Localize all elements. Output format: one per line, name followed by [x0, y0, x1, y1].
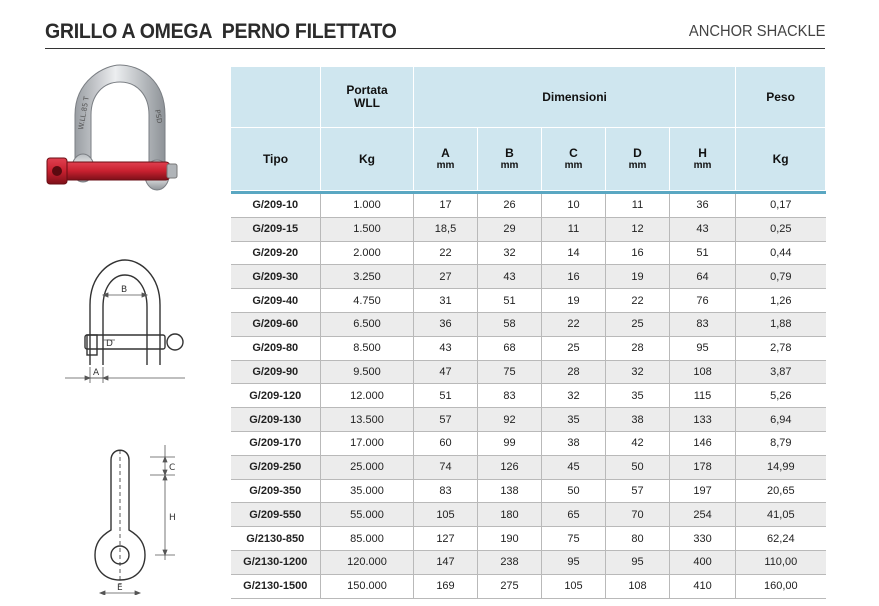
column-header-label: C [569, 146, 578, 160]
table-cell: 36 [670, 194, 736, 217]
cell-tipo: G/209-250 [231, 455, 321, 479]
table-cell: 57 [606, 479, 670, 503]
table-cell: 38 [606, 408, 670, 432]
table-cell: 19 [606, 265, 670, 289]
table-cell: 29 [478, 217, 542, 241]
table-cell: 14 [542, 241, 606, 265]
column-header-label: B [505, 146, 514, 160]
table-cell: 120.000 [321, 550, 414, 574]
cell-tipo: G/209-20 [231, 241, 321, 265]
table-cell: 25.000 [321, 455, 414, 479]
cell-tipo: G/2130-1200 [231, 550, 321, 574]
illustrations-column [45, 60, 225, 600]
table-cell: 6,94 [736, 408, 826, 432]
dim-label-h: H [169, 513, 176, 523]
column-header-5 [606, 128, 670, 191]
table-cell: 75 [542, 527, 606, 551]
dim-label-c: C [169, 463, 176, 473]
table-cell: 3.250 [321, 265, 414, 289]
column-header-1 [321, 128, 414, 191]
table-cell: 65 [542, 503, 606, 527]
table-cell: 8,79 [736, 431, 826, 455]
table-cell: 2.000 [321, 241, 414, 265]
table-cell: 18,5 [414, 217, 478, 241]
cell-tipo: G/2130-1500 [231, 574, 321, 598]
table-cell: 50 [542, 479, 606, 503]
table-cell: 17 [414, 194, 478, 217]
table-cell: 32 [542, 384, 606, 408]
column-header-4 [542, 128, 606, 191]
cell-tipo: G/209-30 [231, 265, 321, 289]
table-cell: 22 [414, 241, 478, 265]
dim-label-b: B [121, 285, 128, 295]
table-cell: 83 [478, 384, 542, 408]
table-row [231, 527, 826, 551]
table-cell: 83 [414, 479, 478, 503]
table-row [231, 312, 826, 336]
table-cell: 330 [670, 527, 736, 551]
table-cell: 0,44 [736, 241, 826, 265]
table-cell: 11 [606, 194, 670, 217]
column-header-label: Tipo [262, 151, 289, 166]
column-header-2 [414, 128, 478, 191]
table-cell: 95 [606, 550, 670, 574]
header-portata-wll: Portata WLL [321, 67, 414, 128]
table-cell: 25 [542, 336, 606, 360]
table-cell: 400 [670, 550, 736, 574]
table-cell: 115 [670, 384, 736, 408]
table-cell: 254 [670, 503, 736, 527]
table-cell: 22 [542, 312, 606, 336]
table-row [231, 408, 826, 432]
header-peso: Peso [736, 67, 826, 128]
table-cell: 238 [478, 550, 542, 574]
table-cell: 4.750 [321, 289, 414, 313]
table-cell: 105 [414, 503, 478, 527]
table-row [231, 265, 826, 289]
table-row [231, 336, 826, 360]
table-cell: 146 [670, 431, 736, 455]
table-cell: 50 [606, 455, 670, 479]
table-cell: 25 [606, 312, 670, 336]
shackle-side-drawing [45, 445, 225, 595]
table-cell: 10 [542, 194, 606, 217]
table-cell: 43 [670, 217, 736, 241]
cell-tipo: G/209-40 [231, 289, 321, 313]
table-cell: 35 [542, 408, 606, 432]
table-row [231, 384, 826, 408]
table-cell: 95 [670, 336, 736, 360]
cell-tipo: G/209-90 [231, 360, 321, 384]
table-cell: 70 [606, 503, 670, 527]
table-cell: 60 [414, 431, 478, 455]
table-cell: 150.000 [321, 574, 414, 598]
cell-tipo: G/209-170 [231, 431, 321, 455]
table-cell: 1.000 [321, 194, 414, 217]
table-cell: 64 [670, 265, 736, 289]
page-header [45, 20, 825, 49]
table-row [231, 194, 826, 217]
cell-tipo: G/2130-850 [231, 527, 321, 551]
table-cell: 38 [542, 431, 606, 455]
table-cell: 169 [414, 574, 478, 598]
column-header-7 [736, 128, 826, 191]
table-cell: 68 [478, 336, 542, 360]
table-cell: 0,79 [736, 265, 826, 289]
cell-tipo: G/209-130 [231, 408, 321, 432]
table-cell: 92 [478, 408, 542, 432]
table-cell: 105 [542, 574, 606, 598]
table-cell: 26 [478, 194, 542, 217]
page-subtitle: ANCHOR SHACKLE [688, 23, 825, 40]
table-cell: 160,00 [736, 574, 826, 598]
table-cell: 55.000 [321, 503, 414, 527]
table-cell: 275 [478, 574, 542, 598]
table-cell: 74 [414, 455, 478, 479]
table-cell: 0,17 [736, 194, 826, 217]
column-header-unit: mm [564, 160, 583, 171]
table-cell: 28 [542, 360, 606, 384]
table-cell: 19 [542, 289, 606, 313]
table-cell: 108 [670, 360, 736, 384]
column-header-unit: mm [693, 160, 712, 171]
page-title: GRILLO A OMEGA PERNO FILETTATO [45, 20, 397, 43]
table-cell: 16 [606, 241, 670, 265]
table-row [231, 550, 826, 574]
table-cell: 57 [414, 408, 478, 432]
table-cell: 36 [414, 312, 478, 336]
column-header-label: Kg [772, 151, 789, 166]
cell-tipo: G/209-350 [231, 479, 321, 503]
table-cell: 1,88 [736, 312, 826, 336]
dim-label-a: A [93, 368, 100, 378]
shackle-front-drawing [45, 255, 225, 405]
table-cell: 42 [606, 431, 670, 455]
cell-tipo: G/209-10 [231, 194, 321, 217]
shackle-engraving-wll: W.LL.85 T [77, 95, 91, 131]
table-row [231, 503, 826, 527]
table-cell: 20,65 [736, 479, 826, 503]
table-cell: 0,25 [736, 217, 826, 241]
table-cell: 127 [414, 527, 478, 551]
column-header-label: H [698, 146, 707, 160]
table-cell: 180 [478, 503, 542, 527]
dim-label-e: E [117, 583, 123, 593]
table-cell: 3,87 [736, 360, 826, 384]
shackle-photo-image [45, 60, 225, 210]
table-cell: 147 [414, 550, 478, 574]
table-cell: 32 [478, 241, 542, 265]
table-row [231, 289, 826, 313]
dim-label-d: D [106, 339, 113, 349]
table-cell: 12 [606, 217, 670, 241]
column-header-3 [478, 128, 542, 191]
table-cell: 110,00 [736, 550, 826, 574]
cell-tipo: G/209-60 [231, 312, 321, 336]
table-cell: 47 [414, 360, 478, 384]
table-cell: 45 [542, 455, 606, 479]
header-empty-tipo [231, 67, 321, 128]
table-cell: 13.500 [321, 408, 414, 432]
column-header-label: A [441, 146, 450, 160]
table-cell: 190 [478, 527, 542, 551]
table-cell: 178 [670, 455, 736, 479]
table-cell: 1.500 [321, 217, 414, 241]
table-cell: 8.500 [321, 336, 414, 360]
table-row [231, 455, 826, 479]
table-cell: 108 [606, 574, 670, 598]
table-row [231, 217, 826, 241]
table-cell: 85.000 [321, 527, 414, 551]
table-cell: 126 [478, 455, 542, 479]
column-header-unit: mm [436, 160, 455, 171]
table-cell: 35.000 [321, 479, 414, 503]
column-header-0 [231, 128, 321, 191]
column-header-unit: mm [628, 160, 647, 171]
table-cell: 51 [670, 241, 736, 265]
table-cell: 2,78 [736, 336, 826, 360]
header-dimensioni: Dimensioni [414, 67, 736, 128]
column-header-label: Kg [359, 151, 375, 166]
table-cell: 14,99 [736, 455, 826, 479]
table-cell: 80 [606, 527, 670, 551]
table-cell: 41,05 [736, 503, 826, 527]
table-cell: 133 [670, 408, 736, 432]
cell-tipo: G/209-15 [231, 217, 321, 241]
table-cell: 1,26 [736, 289, 826, 313]
column-header-unit: mm [500, 160, 519, 171]
cell-tipo: G/209-550 [231, 503, 321, 527]
table-cell: 32 [606, 360, 670, 384]
table-row [231, 360, 826, 384]
table-cell: 16 [542, 265, 606, 289]
table-row [231, 431, 826, 455]
cell-tipo: G/209-80 [231, 336, 321, 360]
table-cell: 197 [670, 479, 736, 503]
table-cell: 6.500 [321, 312, 414, 336]
table-cell: 17.000 [321, 431, 414, 455]
table-cell: 75 [478, 360, 542, 384]
table-row [231, 574, 826, 598]
column-header-label: D [633, 146, 642, 160]
table-cell: 22 [606, 289, 670, 313]
cell-tipo: G/209-120 [231, 384, 321, 408]
table-body [231, 194, 826, 598]
table-cell: 35 [606, 384, 670, 408]
shackle-engraving-psd: PSD [153, 108, 164, 125]
table-row [231, 241, 826, 265]
table-cell: 138 [478, 479, 542, 503]
column-header-6 [670, 128, 736, 191]
specifications-table [230, 66, 826, 599]
table-cell: 27 [414, 265, 478, 289]
table-cell: 410 [670, 574, 736, 598]
table-cell: 51 [478, 289, 542, 313]
table-cell: 83 [670, 312, 736, 336]
table-cell: 43 [478, 265, 542, 289]
table-cell: 51 [414, 384, 478, 408]
table-cell: 31 [414, 289, 478, 313]
table-cell: 43 [414, 336, 478, 360]
table-cell: 11 [542, 217, 606, 241]
table-cell: 99 [478, 431, 542, 455]
table-cell: 5,26 [736, 384, 826, 408]
table-cell: 95 [542, 550, 606, 574]
table-cell: 28 [606, 336, 670, 360]
table-cell: 9.500 [321, 360, 414, 384]
table-cell: 76 [670, 289, 736, 313]
table-cell: 12.000 [321, 384, 414, 408]
table-row [231, 479, 826, 503]
table-cell: 62,24 [736, 527, 826, 551]
table-cell: 58 [478, 312, 542, 336]
